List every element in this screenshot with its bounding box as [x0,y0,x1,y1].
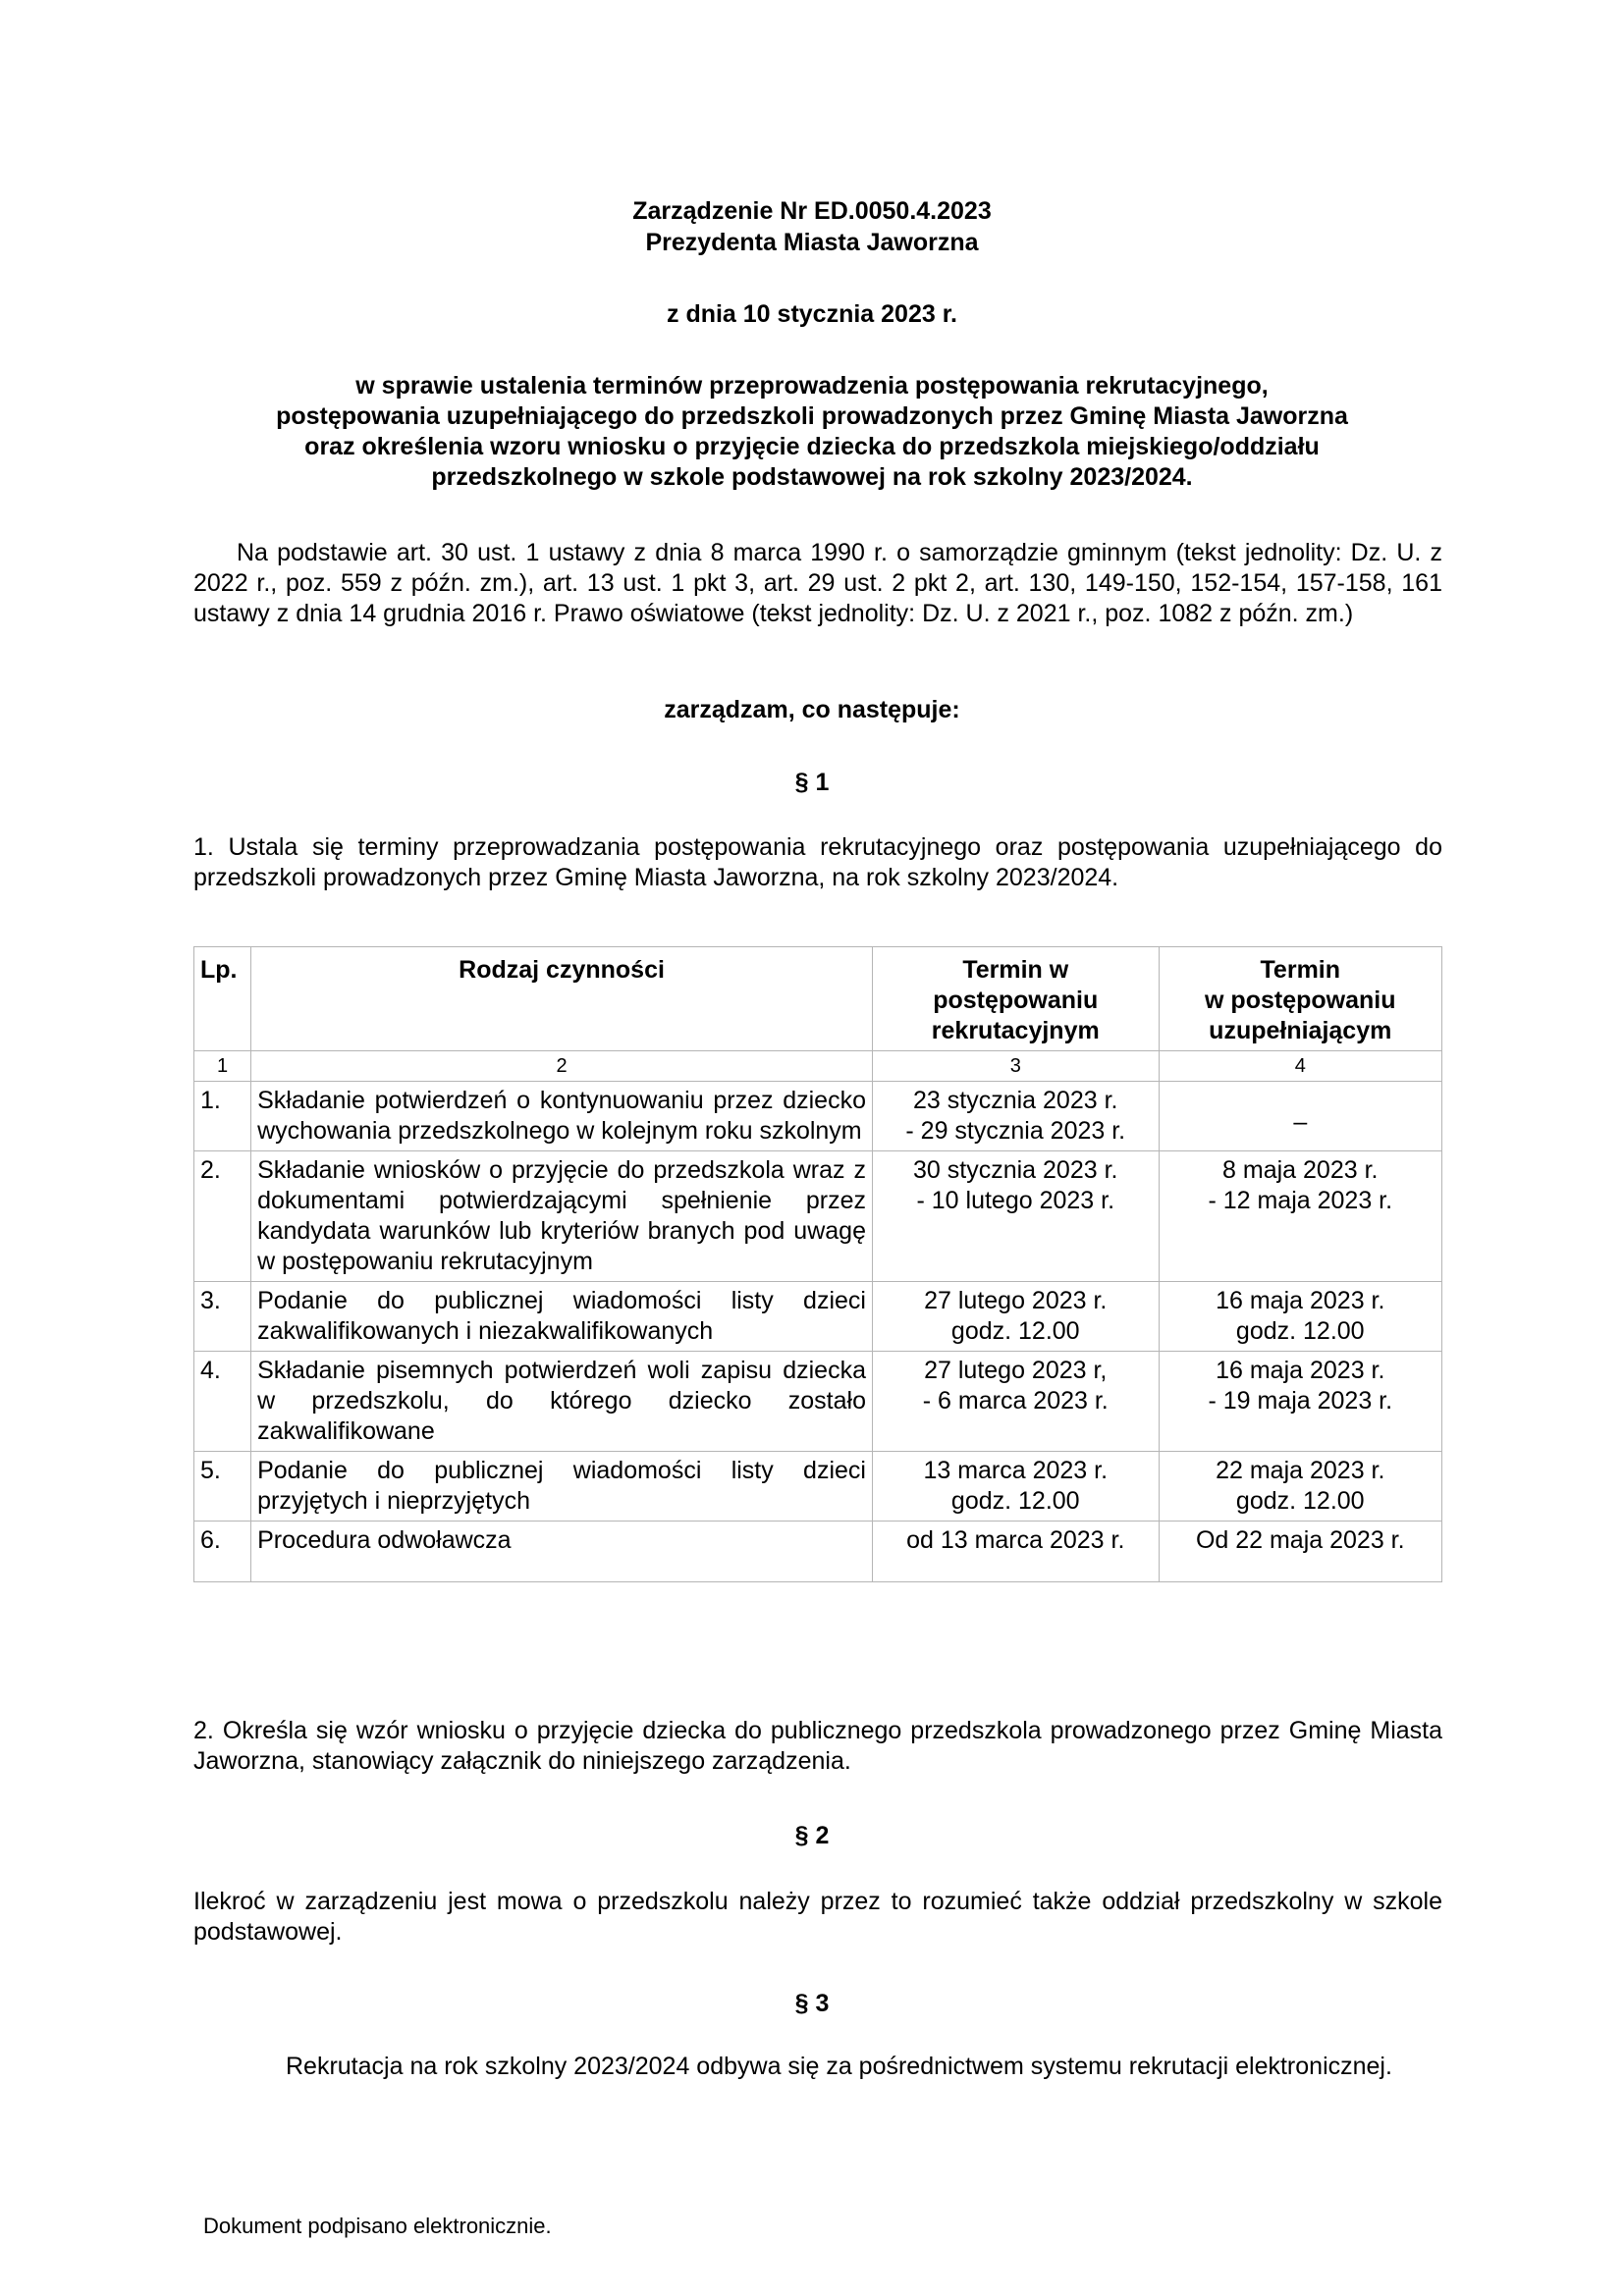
subject-line: przedszkolnego w szkole podstawowej na rok szkolny 2023/2024. [431,463,1193,491]
row-lp: 5. [194,1452,251,1522]
term-line: 13 marca 2023 r. [923,1457,1109,1484]
column-number-row [194,1051,1442,1082]
row-term-supplementary [1159,1082,1441,1151]
table-header-row [194,947,1442,1051]
row-activity: Podanie do publicznej wiadomości listy dzieci zakwalifikowanych i niezakwalifikowanych [251,1282,873,1352]
column-number: 4 [1159,1051,1441,1082]
table-row [194,1082,1442,1151]
term-line: 27 lutego 2023 r. [924,1287,1108,1314]
row-activity: Procedura odwoławcza [251,1522,873,1582]
term-line: godz. 12.00 [950,1487,1080,1515]
term-line: 8 maja 2023 r. [1222,1156,1379,1184]
row-lp: 1. [194,1082,251,1151]
term-line: Od 22 maja 2023 r. [1195,1526,1405,1554]
row-activity: Podanie do publicznej wiadomości listy dzieci przyjętych i nieprzyjętych [251,1452,873,1522]
section-2-text: Ilekroć w zarządzeniu jest mowa o przedszkolu należy przez to rozumieć także oddział przedszkolny w szkole podstawowej. [193,1888,1442,1946]
row-term-recruitment [872,1282,1159,1352]
subject-line: postępowania uzupełniającego do przedszkoli prowadzonych przez Gminę Miasta Jaworzna [276,402,1348,430]
section-1-heading: § 1 [794,769,830,796]
subject-line: oraz określenia wzoru wniosku o przyjęcie dziecka do przedszkola miejskiego/oddziału [304,433,1320,460]
row-activity: Składanie potwierdzeń o kontynuowaniu przez dziecko wychowania przedszkolnego w kolejnym roku szkolnym [251,1082,873,1151]
header-term-recruitment [872,947,1159,1051]
legal-basis-paragraph: Na podstawie art. 30 ust. 1 ustawy z dnia 8 marca 1990 r. o samorządzie gminnym (tekst jednolity: Dz. U. z 2022 r., poz. 559 z późn. zm.), art. 13 ust. 1 pkt 3, art. 29 ust. 2 pkt 2, art. 130, 149-150, 152-154, 157-158, 161 ustawy z dnia 14 grudnia 2016 r. Prawo oświatowe (tekst jednolity: Dz. U. z 2021 r., poz. 1082 z późn. zm.) [193,539,1442,627]
section-1-point-2: 2. Określa się wzór wniosku o przyjęcie dziecka do publicznego przedszkola prowadzonego przez Gminę Miasta Jaworzna, stanowiący załącznik do niniejszego zarządzenia. [193,1717,1442,1775]
electronic-signature-note: Dokument podpisano elektronicznie. [203,2214,552,2238]
term-line: - 6 marca 2023 r. [922,1387,1109,1415]
header-line: uzupełniającym [1209,1017,1392,1044]
term-line: 23 stycznia 2023 r. [913,1087,1118,1114]
term-line: - 10 lutego 2023 r. [916,1187,1115,1214]
row-term-supplementary [1159,1282,1441,1352]
header-term-supplementary [1159,947,1441,1051]
header-lp: Lp. [194,947,251,1051]
row-lp: 4. [194,1352,251,1452]
table-row [194,1282,1442,1352]
ordinance-number: Zarządzenie Nr ED.0050.4.2023 [632,197,992,225]
term-line: godz. 12.00 [1235,1487,1365,1515]
section-3-heading: § 3 [794,1990,830,2017]
section-1-point-1: 1. Ustala się terminy przeprowadzania postępowania rekrutacyjnego oraz postępowania uzupełniającego do przedszkoli prowadzonych przez Gminę Miasta Jaworzna, na rok szkolny 2023/2024. [193,833,1442,891]
term-line: 22 maja 2023 r. [1216,1457,1385,1484]
header-line: rekrutacyjnym [931,1017,1100,1044]
row-term-recruitment [872,1082,1159,1151]
section-2-heading: § 2 [794,1822,830,1849]
row-term-recruitment [872,1452,1159,1522]
table-row [194,1151,1442,1282]
row-term-recruitment [872,1522,1159,1582]
header-line: Termin w [962,956,1069,984]
row-term-supplementary [1159,1151,1441,1282]
header-activity: Rodzaj czynności [251,947,873,1051]
column-number: 3 [872,1051,1159,1082]
row-term-recruitment [872,1352,1159,1452]
row-activity: Składanie wniosków o przyjęcie do przedszkola wraz z dokumentami potwierdzającymi spełnienie przez kandydata warunków lub kryteriów branych pod uwagę w postępowaniu rekrutacyjnym [251,1151,873,1282]
term-line: 16 maja 2023 r. [1216,1287,1385,1314]
term-line: 27 lutego 2023 r, [924,1357,1108,1384]
schedule-table [193,946,1442,1582]
row-term-recruitment [872,1151,1159,1282]
section-3-text: Rekrutacja na rok szkolny 2023/2024 odbywa się za pośrednictwem systemu rekrutacji elektronicznej. [286,2053,1392,2080]
table-row [194,1522,1442,1582]
row-term-supplementary [1159,1522,1441,1582]
row-lp: 6. [194,1522,251,1582]
term-line: godz. 12.00 [950,1317,1080,1345]
term-line: - 29 stycznia 2023 r. [905,1117,1126,1145]
decree-phrase: zarządzam, co następuje: [664,696,960,723]
term-line: od 13 marca 2023 r. [906,1526,1125,1554]
column-number: 1 [194,1051,251,1082]
ordinance-date: z dnia 10 stycznia 2023 r. [667,300,957,328]
table-row [194,1352,1442,1452]
row-term-supplementary [1159,1452,1441,1522]
row-lp: 2. [194,1151,251,1282]
term-line: godz. 12.00 [1235,1317,1365,1345]
term-line: 30 stycznia 2023 r. [913,1156,1118,1184]
term-line: 16 maja 2023 r. [1216,1357,1385,1384]
header-line: Termin [1260,956,1341,984]
subject-line: w sprawie ustalenia terminów przeprowadzenia postępowania rekrutacyjnego, [355,372,1269,400]
header-line: w postępowaniu [1205,987,1396,1014]
term-line: – [1293,1108,1308,1136]
ordinance-subject [191,371,1433,493]
ordinance-issuer: Prezydenta Miasta Jaworzna [645,229,979,256]
term-line: - 19 maja 2023 r. [1208,1387,1393,1415]
header-line: postępowaniu [933,987,1099,1014]
table-row [194,1452,1442,1522]
row-activity: Składanie pisemnych potwierdzeń woli zapisu dziecka w przedszkolu, do którego dziecko zostało zakwalifikowane [251,1352,873,1452]
row-lp: 3. [194,1282,251,1352]
term-line: - 12 maja 2023 r. [1208,1187,1393,1214]
row-term-supplementary [1159,1352,1441,1452]
column-number: 2 [251,1051,873,1082]
